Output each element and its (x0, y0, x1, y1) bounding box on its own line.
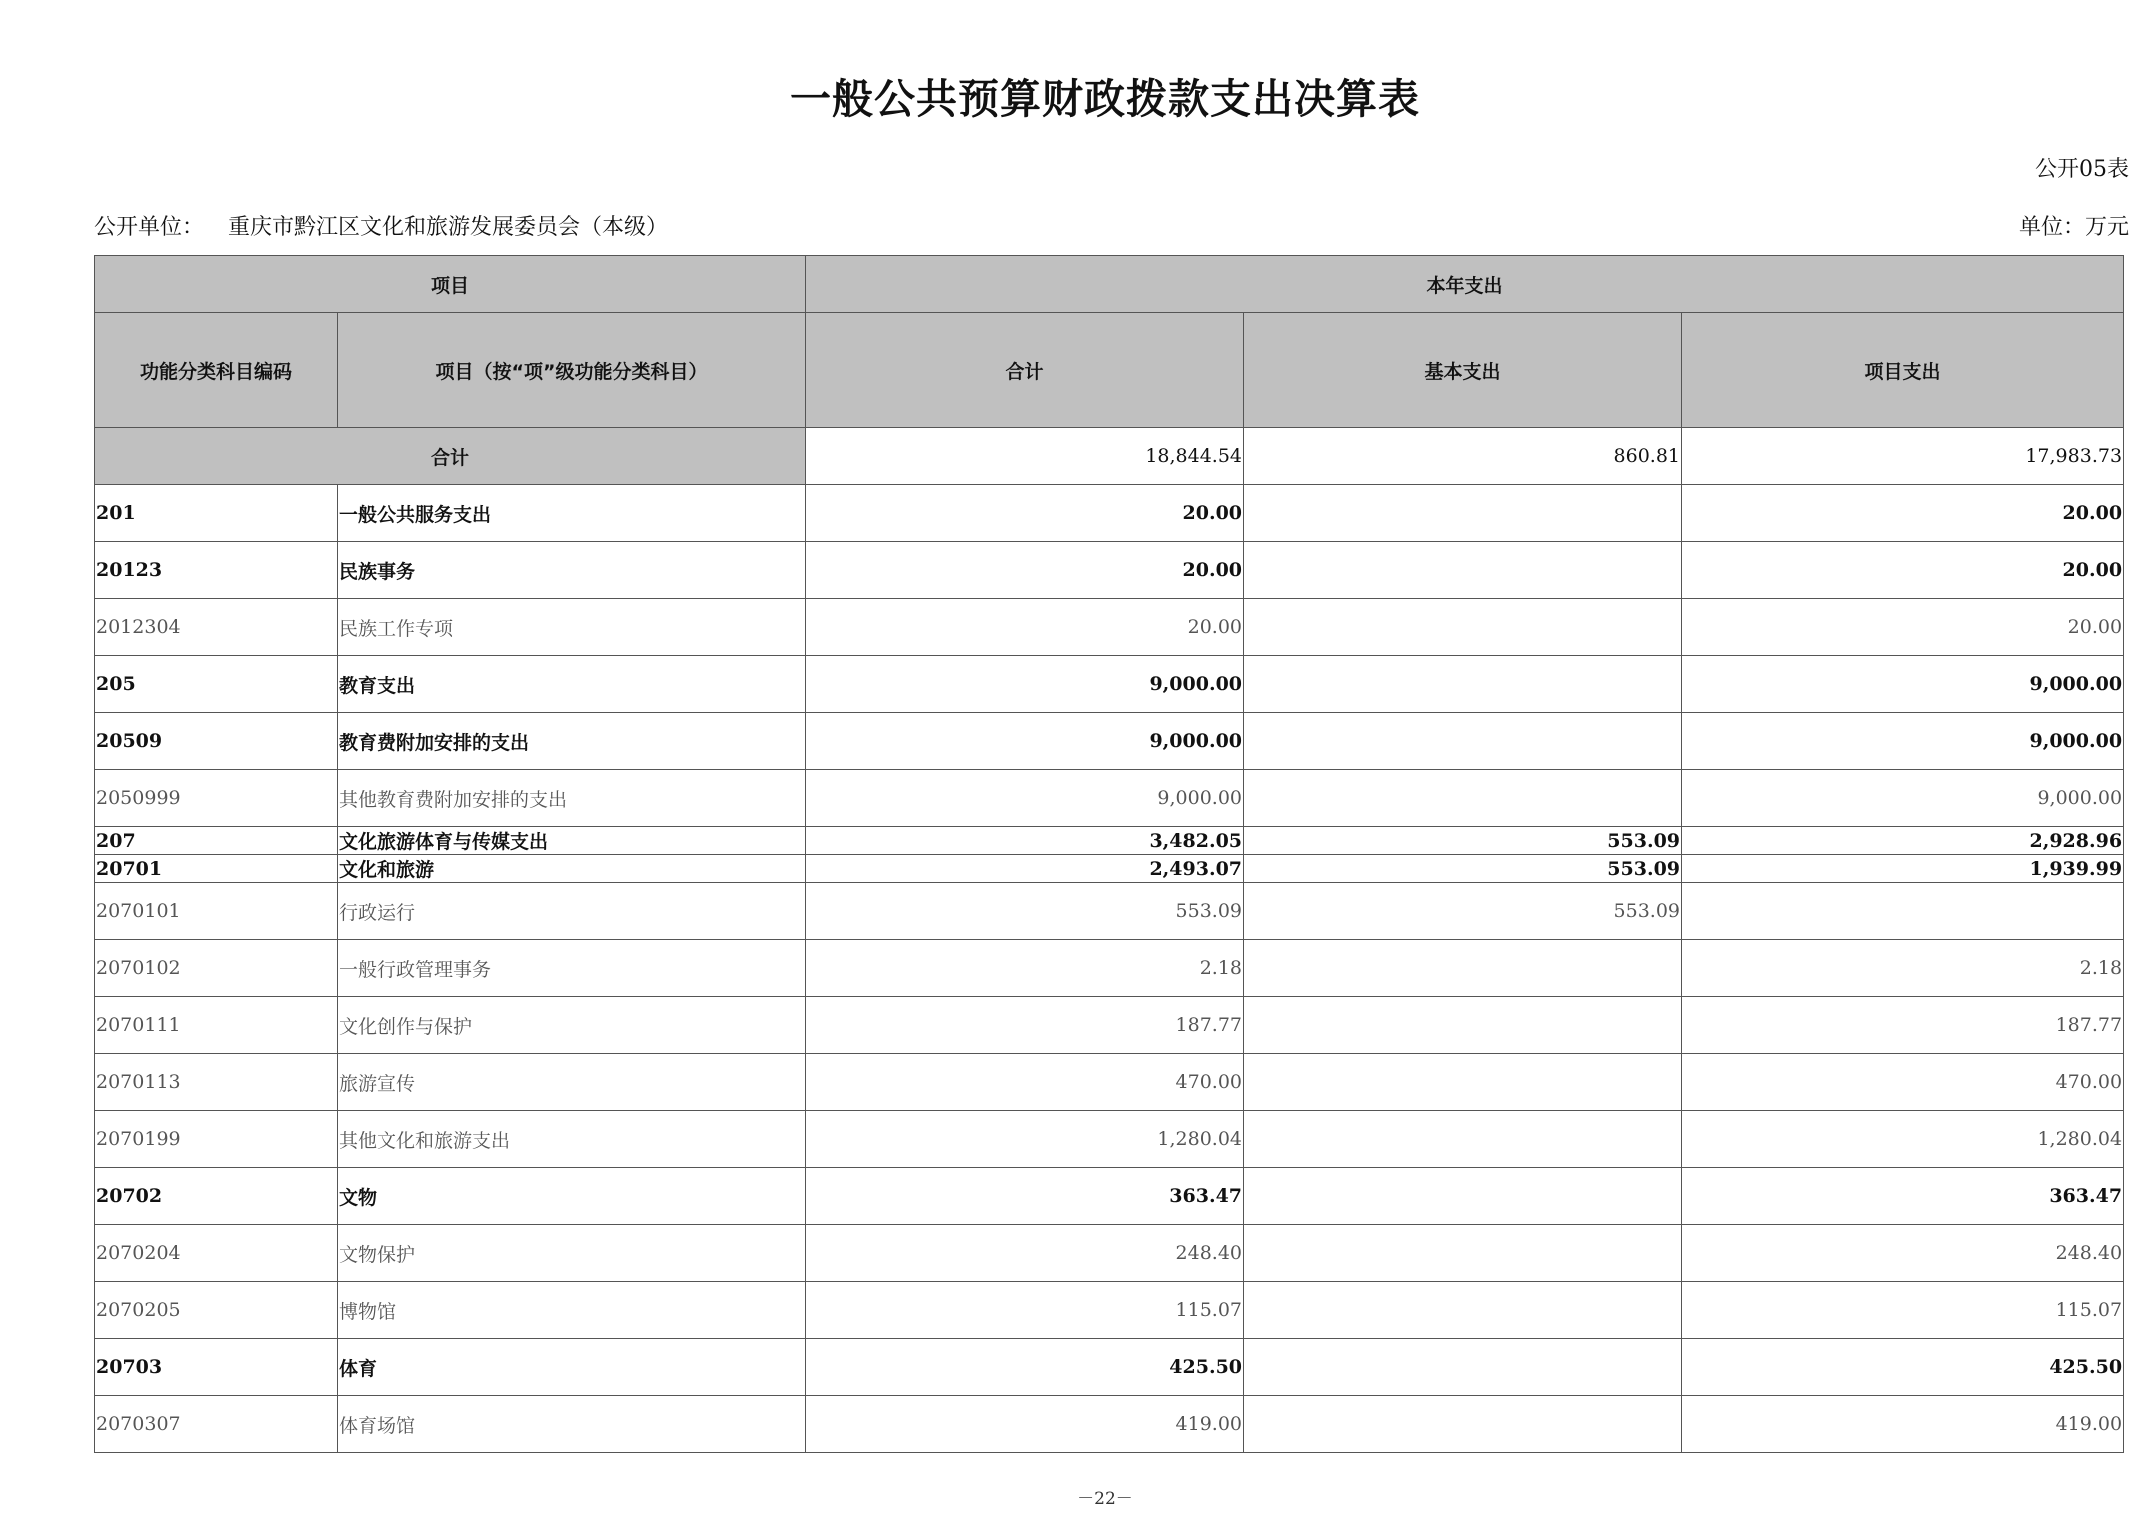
row-code: 2070307 (95, 1396, 338, 1453)
table-row (95, 542, 2124, 599)
row-total: 115.07 (806, 1282, 1244, 1339)
row-code: 2050999 (95, 770, 338, 827)
table-row (95, 713, 2124, 770)
row-name: 文化和旅游 (338, 855, 806, 883)
row-total: 363.47 (806, 1168, 1244, 1225)
table-row (95, 940, 2124, 997)
row-name: 文化旅游体育与传媒支出 (338, 827, 806, 855)
row-code: 20703 (95, 1339, 338, 1396)
row-project: 187.77 (1682, 997, 2124, 1054)
row-code: 201 (95, 485, 338, 542)
row-project: 2,928.96 (1682, 827, 2124, 855)
row-name: 体育场馆 (338, 1396, 806, 1453)
row-project: 20.00 (1682, 599, 2124, 656)
row-basic (1244, 1168, 1682, 1225)
table-row (95, 1054, 2124, 1111)
row-code: 20509 (95, 713, 338, 770)
table-row (95, 1339, 2124, 1396)
row-project: 9,000.00 (1682, 770, 2124, 827)
row-project: 1,280.04 (1682, 1111, 2124, 1168)
row-basic (1244, 997, 1682, 1054)
table-row (95, 1225, 2124, 1282)
table-row (95, 855, 2124, 883)
table-row (95, 599, 2124, 656)
row-basic (1244, 770, 1682, 827)
header-total: 合计 (806, 313, 1244, 428)
row-project: 1,939.99 (1682, 855, 2124, 883)
row-name: 教育支出 (338, 656, 806, 713)
table-row (95, 1282, 2124, 1339)
row-total: 9,000.00 (806, 713, 1244, 770)
row-code: 2070101 (95, 883, 338, 940)
row-code: 2070205 (95, 1282, 338, 1339)
header-func-code: 功能分类科目编码 (95, 313, 338, 428)
row-basic (1244, 1282, 1682, 1339)
row-total: 187.77 (806, 997, 1244, 1054)
row-name: 行政运行 (338, 883, 806, 940)
row-total: 20.00 (806, 599, 1244, 656)
row-total: 9,000.00 (806, 770, 1244, 827)
row-project: 425.50 (1682, 1339, 2124, 1396)
row-total: 2,493.07 (806, 855, 1244, 883)
form-number: 公开05表 (2035, 157, 2129, 182)
row-project: 419.00 (1682, 1396, 2124, 1453)
row-total: 3,482.05 (806, 827, 1244, 855)
row-name: 旅游宣传 (338, 1054, 806, 1111)
total-row-basic: 860.81 (1244, 428, 1682, 485)
row-name: 文化创作与保护 (338, 997, 806, 1054)
row-name: 一般行政管理事务 (338, 940, 806, 997)
row-basic: 553.09 (1244, 883, 1682, 940)
row-name: 教育费附加安排的支出 (338, 713, 806, 770)
row-code: 20123 (95, 542, 338, 599)
row-basic (1244, 656, 1682, 713)
row-code: 2070111 (95, 997, 338, 1054)
table-row (95, 883, 2124, 940)
row-project: 2.18 (1682, 940, 2124, 997)
row-basic (1244, 1111, 1682, 1168)
row-total: 553.09 (806, 883, 1244, 940)
row-code: 2070199 (95, 1111, 338, 1168)
total-row-total: 18,844.54 (806, 428, 1244, 485)
row-project: 470.00 (1682, 1054, 2124, 1111)
table-row (95, 485, 2124, 542)
row-basic (1244, 1225, 1682, 1282)
row-total: 9,000.00 (806, 656, 1244, 713)
row-total: 419.00 (806, 1396, 1244, 1453)
header-basic: 基本支出 (1244, 313, 1682, 428)
table-row (95, 997, 2124, 1054)
row-basic (1244, 1396, 1682, 1453)
header-project: 项目 (95, 256, 806, 313)
row-name: 其他教育费附加安排的支出 (338, 770, 806, 827)
table-row (95, 1396, 2124, 1453)
page-number: －22－ (1077, 1489, 1133, 1509)
row-name: 文物保护 (338, 1225, 806, 1282)
row-code: 2070204 (95, 1225, 338, 1282)
row-name: 文物 (338, 1168, 806, 1225)
row-project: 9,000.00 (1682, 656, 2124, 713)
currency-unit: 单位：万元 (2018, 215, 2129, 240)
row-code: 2012304 (95, 599, 338, 656)
table-row (95, 827, 2124, 855)
row-code: 207 (95, 827, 338, 855)
row-project: 115.07 (1682, 1282, 2124, 1339)
header-current-year-expense: 本年支出 (806, 256, 2124, 313)
row-total: 470.00 (806, 1054, 1244, 1111)
table-row (95, 770, 2124, 827)
row-project: 20.00 (1682, 485, 2124, 542)
row-name: 其他文化和旅游支出 (338, 1111, 806, 1168)
row-code: 205 (95, 656, 338, 713)
total-row-project: 17,983.73 (1682, 428, 2124, 485)
row-project (1682, 883, 2124, 940)
table-row (95, 1168, 2124, 1225)
row-project: 9,000.00 (1682, 713, 2124, 770)
row-total: 248.40 (806, 1225, 1244, 1282)
row-code: 2070102 (95, 940, 338, 997)
row-basic: 553.09 (1244, 827, 1682, 855)
row-total: 20.00 (806, 485, 1244, 542)
row-basic (1244, 940, 1682, 997)
row-name: 民族事务 (338, 542, 806, 599)
total-row-label: 合计 (95, 428, 806, 485)
reporting-unit-name: 重庆市黔江区文化和旅游发展委员会（本级） (228, 215, 669, 240)
header-func-name: 项目（按“项”级功能分类科目） (338, 313, 806, 428)
row-total: 425.50 (806, 1339, 1244, 1396)
row-basic (1244, 1339, 1682, 1396)
reporting-unit-label: 公开单位： (94, 215, 205, 240)
report-title: 一般公共预算财政拨款支出决算表 (790, 75, 1420, 123)
row-basic (1244, 599, 1682, 656)
row-basic: 553.09 (1244, 855, 1682, 883)
row-name: 民族工作专项 (338, 599, 806, 656)
expenditure-table (94, 255, 2124, 1453)
header-project-expense: 项目支出 (1682, 313, 2124, 428)
row-code: 2070113 (95, 1054, 338, 1111)
row-name: 体育 (338, 1339, 806, 1396)
total-row (95, 428, 2124, 485)
row-total: 20.00 (806, 542, 1244, 599)
row-basic (1244, 1054, 1682, 1111)
row-project: 248.40 (1682, 1225, 2124, 1282)
row-name: 一般公共服务支出 (338, 485, 806, 542)
row-code: 20701 (95, 855, 338, 883)
table-row (95, 656, 2124, 713)
row-basic (1244, 713, 1682, 770)
table-row (95, 1111, 2124, 1168)
row-basic (1244, 485, 1682, 542)
row-basic (1244, 542, 1682, 599)
row-project: 20.00 (1682, 542, 2124, 599)
row-total: 2.18 (806, 940, 1244, 997)
row-name: 博物馆 (338, 1282, 806, 1339)
reporting-unit (94, 210, 668, 241)
row-code: 20702 (95, 1168, 338, 1225)
row-total: 1,280.04 (806, 1111, 1244, 1168)
row-project: 363.47 (1682, 1168, 2124, 1225)
